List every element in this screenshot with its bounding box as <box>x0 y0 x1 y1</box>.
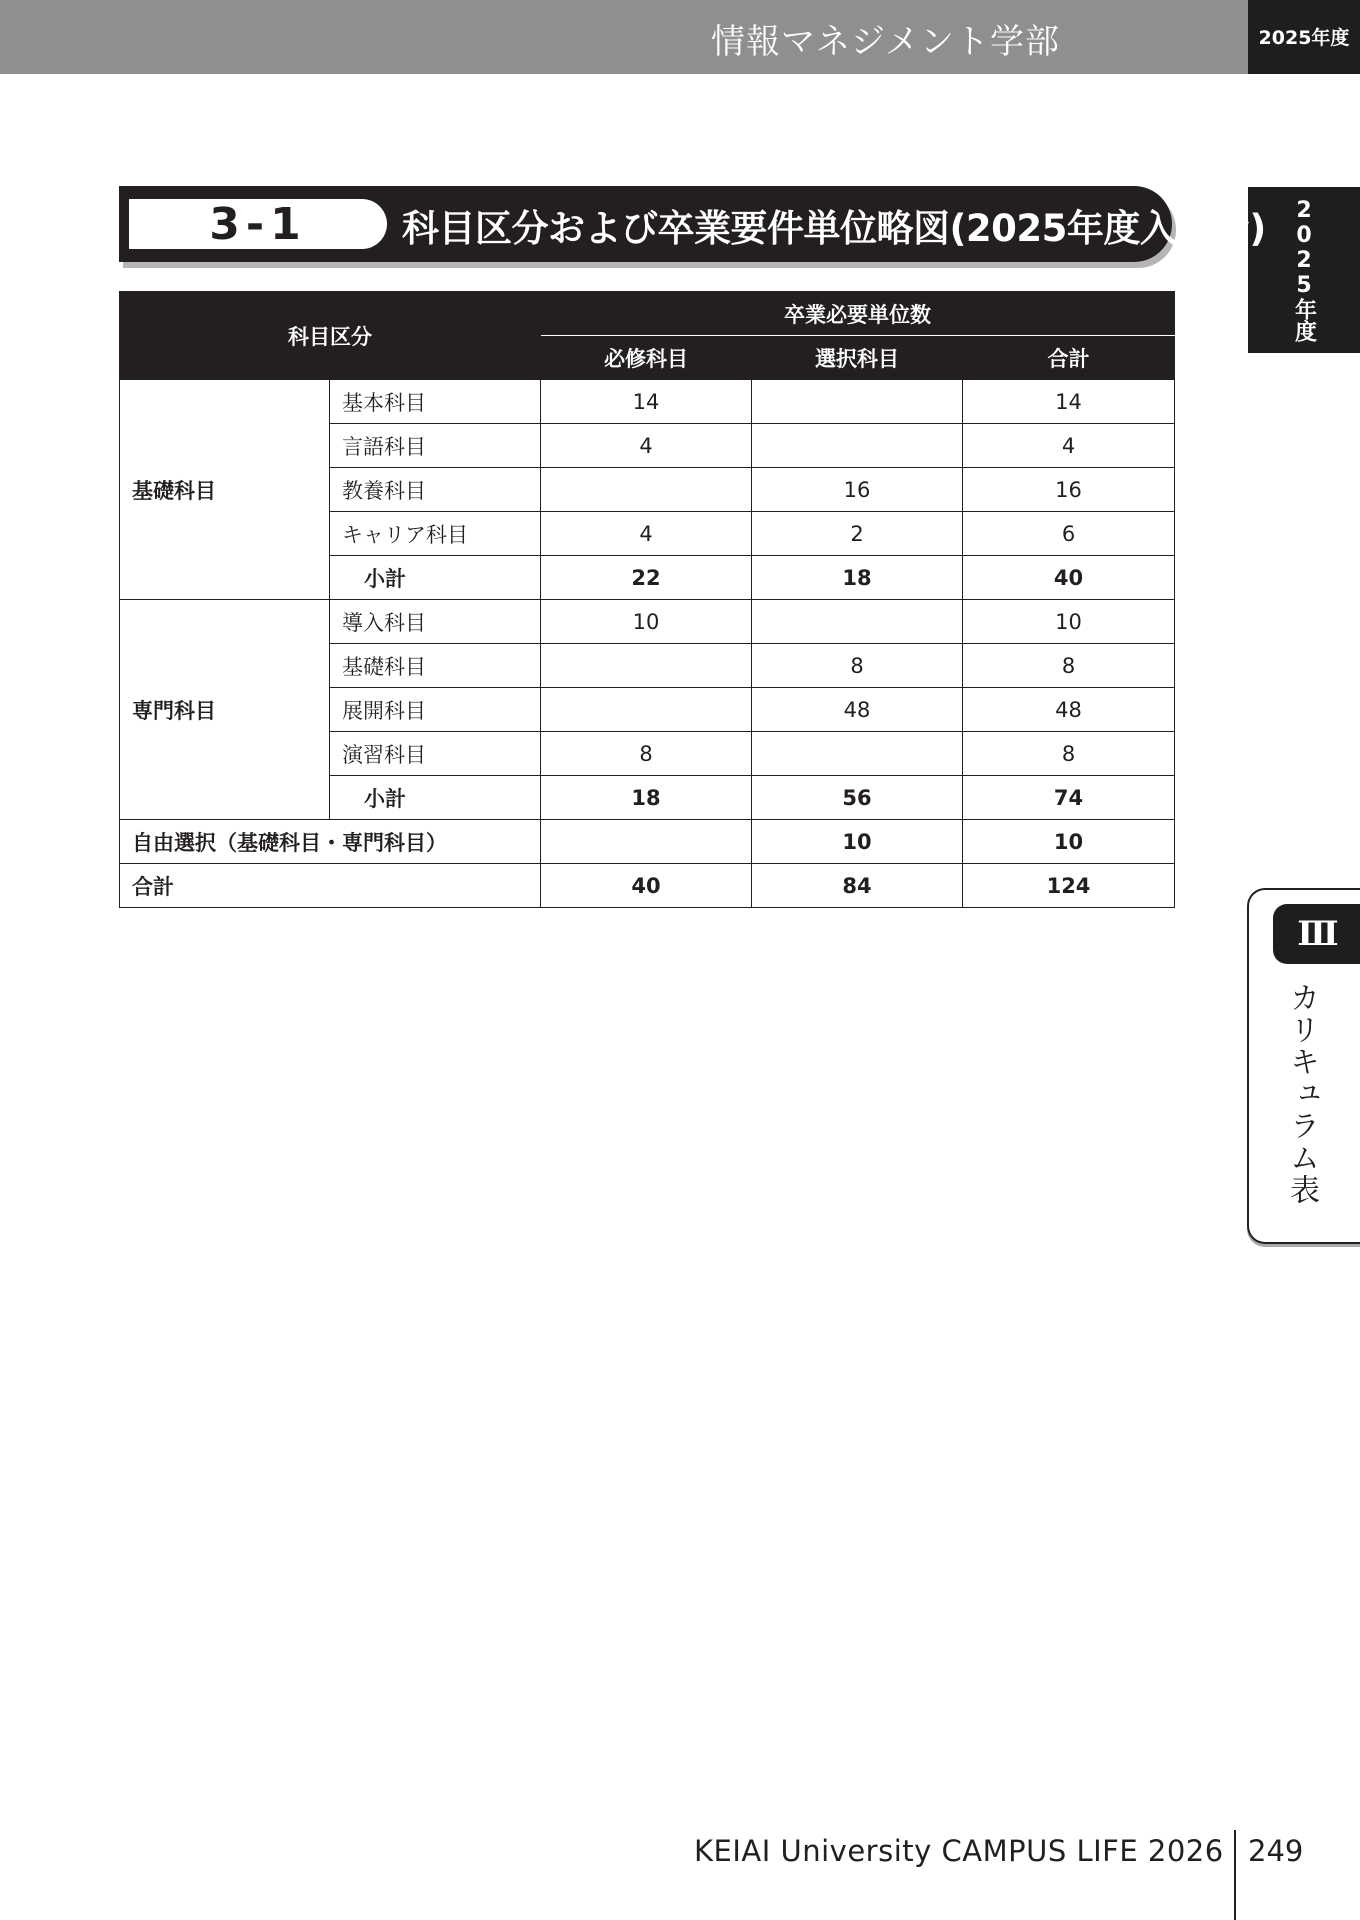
cell-elective: 48 <box>752 688 963 732</box>
cell-total: 6 <box>963 512 1175 556</box>
cell-elective: 2 <box>752 512 963 556</box>
cell-elective: 8 <box>752 644 963 688</box>
cell-required: 10 <box>541 600 752 644</box>
cell-required <box>541 468 752 512</box>
cell-total: 16 <box>963 468 1175 512</box>
row-label: 展開科目 <box>330 688 541 732</box>
header-units: 卒業必要単位数 <box>541 292 1175 336</box>
cell-elective: 16 <box>752 468 963 512</box>
cell-required: 14 <box>541 380 752 424</box>
section-heading <box>119 186 1266 262</box>
chapter-side-tab[interactable] <box>1247 888 1360 1244</box>
cell-required: 4 <box>541 512 752 556</box>
requirements-table <box>119 291 1175 908</box>
cell-elective: 18 <box>752 556 963 600</box>
cell-elective <box>752 600 963 644</box>
cell-required <box>541 820 752 864</box>
header-elective: 選択科目 <box>752 336 963 380</box>
grand-total-row <box>120 864 1175 908</box>
row-label: 言語科目 <box>330 424 541 468</box>
header-bar <box>0 0 1248 74</box>
cell-required: 40 <box>541 864 752 908</box>
cell-elective <box>752 732 963 776</box>
faculty-title: 情報マネジメント学部 <box>711 22 1060 62</box>
cell-total: 48 <box>963 688 1175 732</box>
cell-total: 8 <box>963 644 1175 688</box>
header-year-badge: 2025年度 <box>1248 0 1360 74</box>
subtotal-label: 小計 <box>330 556 541 600</box>
year-side-tab[interactable]: 2025年度 <box>1248 187 1360 353</box>
subtotal-label: 小計 <box>330 776 541 820</box>
cell-elective: 10 <box>752 820 963 864</box>
cell-total: 14 <box>963 380 1175 424</box>
table-row <box>120 380 1175 424</box>
row-label: 導入科目 <box>330 600 541 644</box>
free-selection-row <box>120 820 1175 864</box>
row-label: 演習科目 <box>330 732 541 776</box>
row-label: 基本科目 <box>330 380 541 424</box>
cell-required: 4 <box>541 424 752 468</box>
cell-required: 22 <box>541 556 752 600</box>
cell-elective: 56 <box>752 776 963 820</box>
group-label: 基礎科目 <box>120 380 330 600</box>
page-number: 249 <box>1248 1834 1304 1868</box>
cell-total: 74 <box>963 776 1175 820</box>
table-row <box>120 600 1175 644</box>
header-total: 合計 <box>963 336 1175 380</box>
cell-required: 18 <box>541 776 752 820</box>
grand-total-label: 合計 <box>120 864 541 908</box>
cell-total: 4 <box>963 424 1175 468</box>
cell-elective <box>752 424 963 468</box>
free-selection-label: 自由選択（基礎科目・専門科目） <box>120 820 541 864</box>
section-number: 3-1 <box>129 199 387 249</box>
section-title: 科目区分および卒業要件単位略図(2025年度入学者) <box>402 207 1266 250</box>
footer-publication: KEIAI University CAMPUS LIFE 2026 <box>694 1834 1224 1868</box>
cell-total: 10 <box>963 600 1175 644</box>
cell-total: 124 <box>963 864 1175 908</box>
cell-required: 8 <box>541 732 752 776</box>
cell-required <box>541 688 752 732</box>
cell-total: 8 <box>963 732 1175 776</box>
header-required: 必修科目 <box>541 336 752 380</box>
footer-divider <box>1234 1830 1236 1920</box>
row-label: 基礎科目 <box>330 644 541 688</box>
row-label: 教養科目 <box>330 468 541 512</box>
chapter-number: Ⅲ <box>1273 904 1360 964</box>
cell-total: 10 <box>963 820 1175 864</box>
row-label: キャリア科目 <box>330 512 541 556</box>
cell-total: 40 <box>963 556 1175 600</box>
cell-elective: 84 <box>752 864 963 908</box>
cell-required <box>541 644 752 688</box>
group-label: 専門科目 <box>120 600 330 820</box>
chapter-name: カリキュラム表 <box>1284 982 1319 1206</box>
cell-elective <box>752 380 963 424</box>
header-category: 科目区分 <box>120 292 541 380</box>
